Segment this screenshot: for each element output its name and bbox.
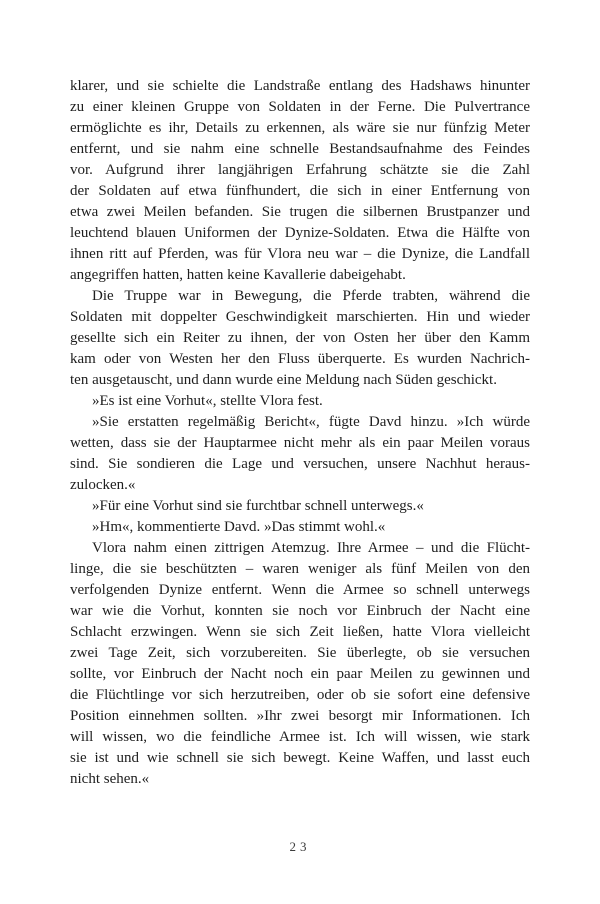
text-line bbox=[70, 622, 530, 643]
text-line bbox=[70, 664, 530, 685]
text-line bbox=[70, 97, 530, 118]
text-line-content: der Soldaten auf etwa fünfhundert, die sich in einer Entfernung von bbox=[70, 183, 530, 199]
text-line-content: zu einer kleinen Gruppe von Soldaten in der Ferne. Die Pulvertrance bbox=[70, 99, 530, 115]
text-line-content: nicht sehen.« bbox=[70, 771, 150, 787]
text-line-content: zwei Tage Zeit, sich vorzubereiten. Sie überlegte, ob sie versuchen bbox=[70, 645, 530, 661]
text-line bbox=[70, 202, 530, 223]
paragraph-indent bbox=[70, 551, 92, 552]
text-line-content: »Hm«, kommentierte Davd. »Das stimmt wohl.« bbox=[92, 519, 386, 535]
text-line bbox=[70, 118, 530, 139]
text-line bbox=[70, 433, 530, 454]
text-line-content: sie ist und wie schnell sie sich bewegt. Keine Waffen, und lasst euch bbox=[70, 750, 530, 766]
text-line-content: verfolgenden Dynize entfernt. Wenn die Armee so schnell unterwegs bbox=[70, 582, 530, 598]
text-line-content: »Für eine Vorhut sind sie furchtbar schnell unterwegs.« bbox=[92, 498, 424, 514]
text-line bbox=[70, 727, 530, 748]
text-line-content: kam oder von Westen her den Fluss überquerte. Es wurden Nachrich- bbox=[70, 351, 530, 367]
text-line bbox=[70, 223, 530, 244]
text-line-content: etwa zwei Meilen befanden. Sie trugen die silbernen Brustpanzer und bbox=[70, 204, 530, 220]
text-line bbox=[70, 559, 530, 580]
page-text-block bbox=[70, 76, 530, 790]
text-line-content: entfernt, und sie nahm eine schnelle Bestandsaufnahme des Feindes bbox=[70, 141, 530, 157]
text-line bbox=[70, 643, 530, 664]
paragraph-indent bbox=[70, 509, 92, 510]
paragraph-indent bbox=[70, 530, 92, 531]
text-line bbox=[70, 580, 530, 601]
text-line bbox=[70, 328, 530, 349]
paragraph-indent bbox=[70, 425, 92, 426]
text-line bbox=[70, 496, 530, 517]
text-line-content: Schlacht erzwingen. Wenn sie sich Zeit ließen, hatte Vlora vielleicht bbox=[70, 624, 530, 640]
text-line bbox=[70, 160, 530, 181]
text-line bbox=[70, 76, 530, 97]
text-line-content: ihnen ritt auf Pferden, was für Vlora neu war – die Dynize, die Landfall bbox=[70, 246, 530, 262]
text-line-content: war wie die Vorhut, konnten sie noch vor Einbruch der Nacht eine bbox=[70, 603, 530, 619]
text-line-content: linge, die sie beschützten – waren weniger als fünf Meilen von den bbox=[70, 561, 530, 577]
text-line-content: Die Truppe war in Bewegung, die Pferde trabten, während die bbox=[92, 288, 530, 304]
text-line bbox=[70, 517, 530, 538]
text-line bbox=[70, 391, 530, 412]
text-line-content: die Flüchtlinge vor sich herzutreiben, oder ob sie sofort eine defensive bbox=[70, 687, 530, 703]
text-line bbox=[70, 307, 530, 328]
text-line bbox=[70, 748, 530, 769]
text-line bbox=[70, 538, 530, 559]
text-line-content: wetten, dass sie der Hauptarmee nicht mehr als ein paar Meilen voraus bbox=[70, 435, 530, 451]
text-line-content: ermöglichte es ihr, Details zu erkennen, als wäre sie nur fünfzig Meter bbox=[70, 120, 530, 136]
text-line bbox=[70, 412, 530, 433]
text-line-content: sollte, vor Einbruch der Nacht noch ein paar Meilen zu gewinnen und bbox=[70, 666, 530, 682]
text-line-content: leuchtend blauen Uniformen der Dynize-Soldaten. Etwa die Hälfte von bbox=[70, 225, 530, 241]
text-line-content: Position einnehmen sollten. »Ihr zwei besorgt mir Informationen. Ich bbox=[70, 708, 530, 724]
text-line-content: gesellte sich ein Reiter zu ihnen, der von Osten her über den Kamm bbox=[70, 330, 530, 346]
text-line-content: ten ausgetauscht, und dann wurde eine Meldung nach Süden geschickt. bbox=[70, 372, 497, 388]
text-line-content: zulocken.« bbox=[70, 477, 136, 493]
text-line-content: »Sie erstatten regelmäßig Bericht«, fügte Davd hinzu. »Ich würde bbox=[92, 414, 530, 430]
paragraph-indent bbox=[70, 404, 92, 405]
text-line-content: Vlora nahm einen zittrigen Atemzug. Ihre Armee – und die Flücht- bbox=[92, 540, 530, 556]
text-line bbox=[70, 265, 530, 286]
text-line bbox=[70, 349, 530, 370]
text-line-content: angegriffen hatten, hatten keine Kavallerie dabeigehabt. bbox=[70, 267, 406, 283]
text-line-content: will wissen, wo die feindliche Armee ist. Ich will wissen, wie stark bbox=[70, 729, 530, 745]
text-line bbox=[70, 601, 530, 622]
text-line bbox=[70, 244, 530, 265]
text-line bbox=[70, 706, 530, 727]
text-line bbox=[70, 139, 530, 160]
text-line bbox=[70, 475, 530, 496]
paragraph-indent bbox=[70, 299, 92, 300]
text-line-content: vor. Aufgrund ihrer langjährigen Erfahrung schätzte sie die Zahl bbox=[70, 162, 530, 178]
text-line bbox=[70, 370, 530, 391]
page-number: 23 bbox=[289, 839, 311, 854]
text-line-content: »Es ist eine Vorhut«, stellte Vlora fest. bbox=[92, 393, 323, 409]
text-line-content: klarer, und sie schielte die Landstraße entlang des Hadshaws hinunter bbox=[70, 78, 530, 94]
text-line bbox=[70, 286, 530, 307]
text-line bbox=[70, 454, 530, 475]
text-line-content: sind. Sie sondieren die Lage und versuchen, unsere Nachhut heraus- bbox=[70, 456, 530, 472]
text-line bbox=[70, 685, 530, 706]
text-line bbox=[70, 181, 530, 202]
text-line bbox=[70, 769, 530, 790]
text-line-content: Soldaten mit doppelter Geschwindigkeit marschierten. Hin und wieder bbox=[70, 309, 530, 325]
